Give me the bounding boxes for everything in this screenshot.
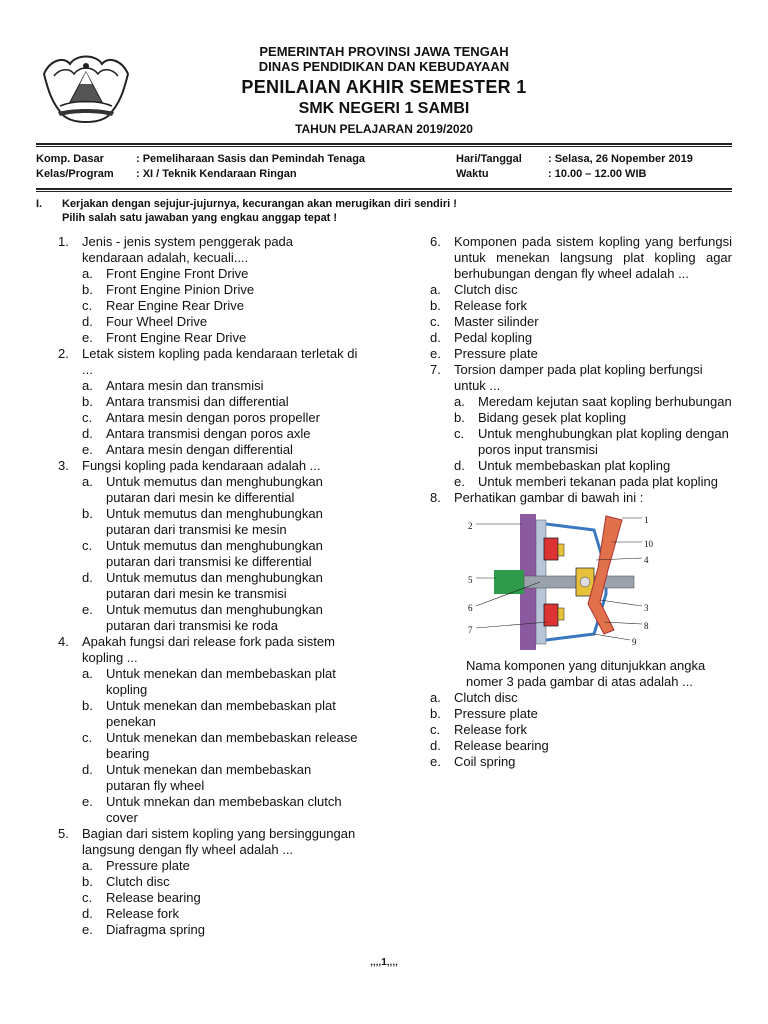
header-department: DINAS PENDIDIKAN DAN KEBUDAYAAN [258, 59, 510, 74]
option-letter: b. [430, 298, 441, 313]
question-1 [58, 234, 358, 266]
option-letter: c. [430, 314, 441, 329]
option-text: Front Engine Pinion Drive [106, 282, 255, 297]
option-1b [58, 282, 358, 298]
option-text: Pressure plate [454, 346, 538, 361]
option-text: Release bearing [454, 738, 549, 753]
diagram-label-4: 4 [644, 555, 649, 565]
option-text: Untuk memutus dan menghubungkan putaran dari transmisi ke differential [106, 538, 323, 569]
option-text: Antara mesin dan transmisi [106, 378, 264, 393]
option-7d [430, 458, 732, 474]
option-text: Untuk mnekan dan membebaskan clutch cover [106, 794, 342, 825]
option-7b [430, 410, 732, 426]
option-7a [430, 394, 732, 410]
question-text: Perhatikan gambar di bawah ini : [454, 490, 644, 505]
option-5e [58, 922, 358, 938]
option-3a [58, 474, 358, 506]
option-text: Rear Engine Rear Drive [106, 298, 245, 313]
option-letter: e. [82, 794, 93, 809]
option-text: Untuk menghubungkan plat kopling dengan poros input transmisi [478, 426, 729, 457]
question-8 [430, 490, 732, 506]
header-divider-thin [36, 146, 732, 147]
question-number: 3. [58, 458, 69, 473]
diagram-label-10: 10 [644, 539, 653, 549]
option-1d [58, 314, 358, 330]
option-text: Pressure plate [106, 858, 190, 873]
option-text: Pedal kopling [454, 330, 533, 345]
option-text: Untuk memutus dan menghubungkan putaran dari transmisi ke roda [106, 602, 323, 633]
diagram-label-9: 9 [632, 637, 637, 647]
question-7 [430, 362, 732, 394]
option-text: Clutch disc [454, 282, 518, 297]
option-text: Meredam kejutan saat kopling berhubungan [478, 394, 732, 409]
option-5c [58, 890, 358, 906]
option-8b [430, 706, 732, 722]
option-text: Pressure plate [454, 706, 538, 721]
hari-label: Hari/Tanggal [456, 153, 522, 165]
option-4e [58, 794, 358, 826]
option-3e [58, 602, 358, 634]
option-letter: b. [82, 282, 93, 297]
option-7e [430, 474, 732, 490]
question-text: Komponen pada sistem kopling yang berfungsi untuk menekan langsung plat kopling agar berhubungan dengan fly wheel adalah ... [454, 234, 732, 281]
clutch-diagram [454, 510, 694, 654]
option-3c [58, 538, 358, 570]
pressure-plate-lower-shape [544, 604, 558, 626]
question-number: 5. [58, 826, 69, 841]
hari-value: : Selasa, 26 Nopember 2019 [548, 153, 693, 165]
option-text: Untuk memutus dan menghubungkan putaran dari mesin ke differential [106, 474, 323, 505]
option-text: Coil spring [454, 754, 516, 769]
header-divider [36, 143, 732, 145]
question-number: 6. [430, 234, 441, 249]
header-government: PEMERINTAH PROVINSI JAWA TENGAH [259, 44, 509, 59]
option-letter: d. [82, 906, 93, 921]
question-number: 7. [430, 362, 441, 377]
bearing-ball-shape [580, 577, 590, 587]
option-letter: b. [454, 410, 465, 425]
question-text: Fungsi kopling pada kendaraan adalah ... [82, 458, 321, 473]
option-6c [430, 314, 732, 330]
option-letter: e. [430, 346, 441, 361]
option-letter: c. [82, 298, 93, 313]
option-text: Untuk memberi tekanan pada plat kopling [478, 474, 718, 489]
option-text: Clutch disc [106, 874, 170, 889]
option-text: Master silinder [454, 314, 539, 329]
option-letter: a. [430, 282, 441, 297]
option-letter: b. [82, 698, 93, 713]
option-letter: c. [82, 730, 93, 745]
option-text: Clutch disc [454, 690, 518, 705]
question-text: Jenis - jenis system penggerak pada kendaraan adalah, kecuali.... [82, 234, 294, 265]
option-5d [58, 906, 358, 922]
option-letter: e. [82, 602, 93, 617]
option-5b [58, 874, 358, 890]
diagram-label-7: 7 [468, 625, 473, 635]
komp-label: Komp. Dasar [36, 153, 104, 165]
page-number: ‚‚‚‚1‚‚‚‚ [370, 957, 398, 968]
option-letter: a. [454, 394, 465, 409]
option-6d [430, 330, 732, 346]
option-6a [430, 282, 732, 298]
option-3d [58, 570, 358, 602]
option-text: Untuk membebaskan plat kopling [478, 458, 671, 473]
option-text: Front Engine Front Drive [106, 266, 249, 281]
option-letter: a. [82, 266, 93, 281]
option-text: Antara mesin dengan differential [106, 442, 293, 457]
option-letter: c. [82, 890, 93, 905]
komp-value: : Pemeliharaan Sasis dan Pemindah Tenaga [136, 153, 366, 165]
option-text: Antara transmisi dan differential [106, 394, 289, 409]
option-4a [58, 666, 358, 698]
option-6e [430, 346, 732, 362]
academic-year: TAHUN PELAJARAN 2019/2020 [295, 122, 473, 136]
question-number: 4. [58, 634, 69, 649]
option-letter: d. [82, 426, 93, 441]
option-2b [58, 394, 358, 410]
option-letter: b. [82, 506, 93, 521]
option-text: Release bearing [106, 890, 201, 905]
question-4 [58, 634, 358, 666]
meta-divider [36, 188, 732, 190]
exam-title: PENILAIAN AKHIR SEMESTER 1 [241, 77, 527, 97]
instruction-line-1: Kerjakan dengan sejujur-jujurnya, kecurangan akan merugikan diri sendiri ! [62, 198, 457, 210]
option-letter: c. [82, 410, 93, 425]
option-text: Untuk menekan dan membebaskan plat penekan [106, 698, 336, 729]
option-text: Release fork [454, 298, 527, 313]
option-2a [58, 378, 358, 394]
question-6 [430, 234, 732, 282]
question-column-right [430, 234, 732, 770]
option-text: Antara mesin dengan poros propeller [106, 410, 320, 425]
option-text: Antara transmisi dengan poros axle [106, 426, 311, 441]
option-text: Release fork [106, 906, 179, 921]
pressure-plate-upper-shape [544, 538, 558, 560]
school-name: SMK NEGERI 1 SAMBI [298, 100, 470, 117]
option-letter: d. [82, 314, 93, 329]
option-letter: e. [82, 330, 93, 345]
option-text: Front Engine Rear Drive [106, 330, 247, 345]
diagram-label-1: 1 [644, 515, 649, 525]
option-5a [58, 858, 358, 874]
question-3 [58, 458, 358, 474]
question-2 [58, 346, 358, 378]
option-text: Diafragma spring [106, 922, 205, 937]
diagram-label-5: 5 [468, 575, 473, 585]
option-8a [430, 690, 732, 706]
option-letter: d. [454, 458, 465, 473]
option-letter: e. [82, 442, 93, 457]
diagram-label-2: 2 [468, 521, 473, 531]
option-3b [58, 506, 358, 538]
option-letter: a. [82, 474, 93, 489]
option-4b [58, 698, 358, 730]
kelas-value: : XI / Teknik Kendaraan Ringan [136, 168, 297, 180]
coil-spring-lower-shape [558, 608, 564, 620]
option-8d [430, 738, 732, 754]
question-column-left [58, 234, 358, 938]
waktu-label: Waktu [456, 168, 489, 180]
instruction-line-2: Pilih salah satu jawaban yang engkau anggap tepat ! [62, 212, 338, 224]
option-letter: e. [430, 754, 441, 769]
option-text: Untuk menekan dan membebaskan release bearing [106, 730, 358, 761]
clutch-diagram-drawing [454, 510, 694, 654]
option-1c [58, 298, 358, 314]
option-letter: c. [82, 538, 93, 553]
option-1e [58, 330, 358, 346]
option-letter: e. [454, 474, 465, 489]
option-letter: d. [82, 762, 93, 777]
question-number: 8. [430, 490, 441, 505]
option-7c [430, 426, 732, 458]
option-text: Four Wheel Drive [106, 314, 208, 329]
input-shaft-hub-shape [494, 570, 524, 594]
option-text: Release fork [454, 722, 527, 737]
option-8e [430, 754, 732, 770]
diagram-label-3: 3 [644, 603, 649, 613]
option-letter: b. [430, 706, 441, 721]
option-letter: d. [430, 738, 441, 753]
option-letter: b. [82, 874, 93, 889]
option-text: Untuk memutus dan menghubungkan putaran dari mesin ke transmisi [106, 570, 323, 601]
option-2d [58, 426, 358, 442]
option-text: Bidang gesek plat kopling [478, 410, 627, 425]
section-number: I. [36, 198, 43, 210]
question-text: Torsion damper pada plat kopling berfungsi untuk ... [454, 362, 703, 393]
figure-question-caption: Nama komponen yang ditunjukkan angka nomer 3 pada gambar di atas adalah ... [466, 658, 706, 689]
option-letter: c. [454, 426, 465, 441]
option-2e [58, 442, 358, 458]
option-1a [58, 266, 358, 282]
question-text: Bagian dari sistem kopling yang bersinggungan langsung dengan fly wheel adalah ... [82, 826, 356, 857]
option-letter: e. [82, 922, 93, 937]
option-2c [58, 410, 358, 426]
option-6b [430, 298, 732, 314]
option-text: Untuk memutus dan menghubungkan putaran dari transmisi ke mesin [106, 506, 323, 537]
question-5 [58, 826, 358, 858]
option-letter: c. [430, 722, 441, 737]
option-text: Untuk menekan dan membebaskan putaran fly wheel [106, 762, 312, 793]
option-text: Untuk menekan dan membebaskan plat kopling [106, 666, 336, 697]
question-number: 2. [58, 346, 69, 361]
waktu-value: : 10.00 – 12.00 WIB [548, 168, 647, 180]
diagram-label-6: 6 [468, 603, 473, 613]
diagram-label-8: 8 [644, 621, 649, 631]
question-text: Apakah fungsi dari release fork pada sistem kopling ... [82, 634, 335, 665]
meta-divider-thin [36, 191, 732, 192]
question-text: Letak sistem kopling pada kendaraan terletak di ... [82, 346, 358, 377]
option-letter: a. [82, 858, 93, 873]
option-8c [430, 722, 732, 738]
coil-spring-upper-shape [558, 544, 564, 556]
question-number: 1. [58, 234, 69, 249]
option-4c [58, 730, 358, 762]
option-4d [58, 762, 358, 794]
option-letter: d. [82, 570, 93, 585]
option-letter: a. [82, 378, 93, 393]
option-letter: a. [430, 690, 441, 705]
option-letter: d. [430, 330, 441, 345]
option-letter: b. [82, 394, 93, 409]
kelas-label: Kelas/Program [36, 168, 114, 180]
option-letter: a. [82, 666, 93, 681]
